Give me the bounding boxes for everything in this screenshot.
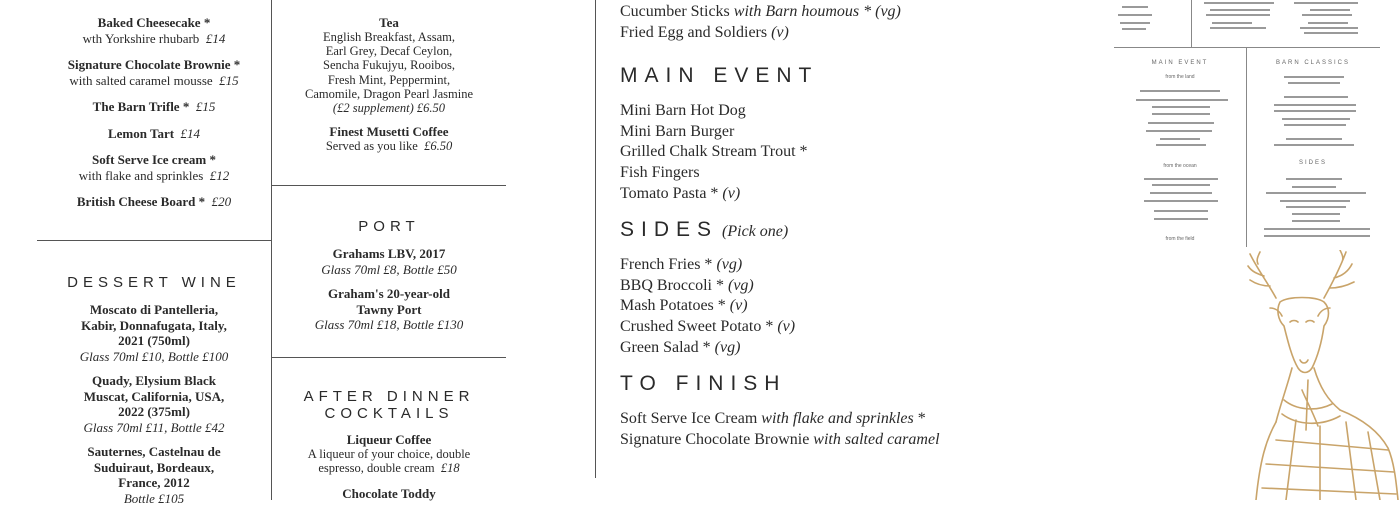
- kids-menu-item: [620, 163, 1100, 184]
- kids-item-name: Grilled Chalk Stream Trout *: [620, 143, 808, 161]
- tea-section: [290, 15, 488, 153]
- dessert-name: Soft Serve Ice cream *: [92, 152, 216, 167]
- cocktails-list: [290, 432, 488, 501]
- tea-variety-line: Earl Grey, Decaf Ceylon,: [325, 44, 453, 59]
- dessert-item: [45, 194, 263, 210]
- kids-menu-item: [620, 142, 1100, 163]
- dessert-price: £20: [211, 194, 232, 209]
- wine-price: Glass 70ml £11, Bottle £42: [83, 419, 225, 435]
- kids-item-tag: (vg): [875, 3, 901, 20]
- kids-menu-item: [620, 23, 1100, 44]
- kids-item-note: with flake and sprinkles: [761, 410, 914, 428]
- coffee-price: £6.50: [424, 139, 453, 154]
- main-event-heading: MAIN EVENT: [620, 64, 819, 88]
- tea-variety-line: Camomile, Dragon Pearl Jasmine: [304, 86, 474, 101]
- tea-variety-line: Sencha Fukujyu, Rooibos,: [323, 58, 455, 73]
- kids-menu-item: [620, 338, 1100, 359]
- kids-item-tag: (v): [771, 23, 789, 41]
- tea-variety-line: English Breakfast, Assam,: [323, 30, 455, 44]
- dessert-desc: with flake and sprinkles: [78, 167, 204, 183]
- kids-item-name: Fried Egg and Soldiers: [620, 23, 768, 41]
- wine-name-line: Moscato di Pantelleria,: [89, 302, 219, 317]
- stag-illustration: [1236, 250, 1400, 500]
- dessert-name: Baked Cheesecake *: [97, 15, 211, 30]
- kids-menu-item: [620, 317, 1100, 338]
- thumb-barn-classics-heading: BARN CLASSICS: [1275, 60, 1350, 66]
- kids-item-name: Mini Barn Hot Dog: [620, 102, 746, 120]
- to-finish-heading: TO FINISH: [620, 372, 787, 396]
- wine-name-line: Quady, Elysium Black: [92, 373, 216, 388]
- dessert-name: The Barn Trifle *: [92, 99, 190, 114]
- kids-menu: [620, 2, 1100, 450]
- dessert-desc: wth Yorkshire rhubarb: [82, 30, 200, 46]
- port-price: Glass 70ml £8, Bottle £50: [321, 261, 457, 277]
- dessert-name: Lemon Tart: [107, 125, 175, 141]
- kids-menu-item: [620, 255, 1100, 276]
- liqueur-desc-line: espresso, double cream £18: [318, 461, 460, 476]
- wine-price: Bottle £105: [123, 490, 185, 506]
- kids-item-tag: (vg): [728, 276, 754, 294]
- wine-name-line: 2022 (375ml): [118, 404, 190, 419]
- kids-item-name: French Fries *: [620, 256, 713, 274]
- cocktails-divider: [271, 357, 506, 358]
- liqueur-price: £18: [440, 461, 460, 476]
- kids-item-star: *: [913, 410, 926, 428]
- dessert-line: [45, 73, 263, 89]
- coffee-line: Served as you like: [325, 139, 418, 154]
- wine-name-line: Muscat, California, USA,: [83, 388, 225, 404]
- liqueur-desc-line: A liqueur of your choice, double: [307, 447, 471, 461]
- port-name-line: Grahams LBV, 2017: [332, 246, 446, 261]
- tea-variety-line: Fresh Mint, Peppermint,: [327, 72, 451, 87]
- dessert-wines-list: [45, 302, 263, 515]
- dessert-desc: with salted caramel mousse: [69, 72, 213, 88]
- kids-item-name: Signature Chocolate Brownie: [620, 430, 810, 448]
- kids-item-name: Mash Potatoes *: [620, 297, 726, 315]
- column-divider-left: [271, 0, 272, 500]
- kids-item-tag: (vg): [716, 256, 743, 274]
- kids-menu-item: [620, 184, 1100, 205]
- wine-name-line: Suduiraut, Bordeaux,: [93, 459, 215, 475]
- adult-menu-thumbnail: [1114, 0, 1380, 250]
- kids-menu-item: [620, 430, 1100, 451]
- dessert-name: British Cheese Board *: [76, 194, 206, 209]
- kids-item-tag: (v): [777, 317, 796, 335]
- port-item: [290, 286, 488, 333]
- cocktails-heading: AFTER DINNER COCKTAILS: [303, 388, 475, 422]
- kids-item-note: with salted caramel: [813, 430, 940, 448]
- dessert-line: [45, 126, 263, 142]
- kids-item-name: Cucumber Sticks: [620, 3, 730, 20]
- dessert-wine-divider: [37, 240, 271, 241]
- dessert-item: [45, 152, 263, 183]
- desserts-list: [45, 15, 263, 221]
- kids-item-name: Mini Barn Burger: [620, 122, 735, 140]
- tea-price: (£2 supplement) £6.50: [332, 101, 446, 116]
- dessert-line: [45, 194, 263, 210]
- port-price: Glass 70ml £18, Bottle £130: [314, 317, 464, 332]
- dessert-line: [45, 99, 263, 115]
- kids-item-name: BBQ Broccoli *: [620, 276, 724, 294]
- kids-menu-item: [620, 276, 1100, 297]
- liqueur-title: Liqueur Coffee: [346, 432, 432, 447]
- kids-item-name: Crushed Sweet Potato *: [620, 317, 774, 335]
- dessert-price: £14: [180, 125, 201, 141]
- thumb-from-sea: from the ocean: [1163, 163, 1197, 169]
- port-heading: PORT: [358, 218, 420, 235]
- dessert-item: [45, 126, 263, 142]
- kids-menu-item: [620, 296, 1100, 317]
- kids-item-name: Tomato Pasta *: [620, 184, 719, 202]
- dessert-name: Signature Chocolate Brownie *: [67, 57, 241, 72]
- toddy-title: Chocolate Toddy: [342, 486, 436, 502]
- kids-menu-item: [620, 122, 1100, 143]
- dessert-price: £15: [195, 99, 216, 114]
- wine-item: [45, 444, 263, 506]
- thumb-sides-heading: SIDES: [1298, 160, 1327, 166]
- port-list: [290, 246, 488, 342]
- wine-name-line: Kabir, Donnafugata, Italy,: [81, 317, 227, 333]
- coffee-title: Finest Musetti Coffee: [329, 124, 449, 140]
- tea-title: Tea: [379, 15, 399, 30]
- wine-name-line: France, 2012: [118, 475, 190, 490]
- wine-name-line: Sauternes, Castelnau de: [87, 444, 221, 459]
- kids-item-tag: (v): [729, 297, 748, 315]
- dessert-item: [45, 57, 263, 88]
- wine-name-line: 2021 (750ml): [118, 333, 190, 348]
- thumb-main-event-heading: MAIN EVENT: [1151, 60, 1209, 66]
- port-name-line: Tawny Port: [356, 301, 422, 317]
- kids-menu-item: [620, 409, 1100, 430]
- dessert-price: £15: [219, 72, 239, 88]
- wine-item: [45, 302, 263, 364]
- sides-note: (Pick one): [722, 223, 789, 241]
- kids-item-name: Green Salad *: [620, 338, 711, 356]
- sides-heading: SIDES: [620, 218, 719, 242]
- dessert-item: [45, 99, 263, 115]
- dessert-wine-heading: DESSERT WINE: [67, 274, 241, 291]
- dessert-item: [45, 15, 263, 46]
- kids-menu-item: [620, 2, 1100, 23]
- dessert-price: £12: [209, 167, 230, 183]
- port-name-line: Graham's 20-year-old: [328, 286, 450, 301]
- dessert-line: [45, 168, 263, 184]
- kids-item-name: Soft Serve Ice Cream: [620, 410, 758, 428]
- kids-item-note: with Barn houmous *: [733, 3, 872, 20]
- wine-item: [45, 373, 263, 435]
- kids-item-tag: (v): [722, 184, 741, 202]
- dessert-price: £14: [205, 30, 226, 46]
- thumb-from-field: from the field: [1165, 236, 1195, 242]
- kids-item-name: Fish Fingers: [620, 163, 700, 181]
- kids-menu-item: [620, 101, 1100, 122]
- sides-heading-row: [620, 217, 1100, 255]
- thumb-from-land: from the land: [1165, 74, 1195, 80]
- port-item: [290, 246, 488, 277]
- thumb-fine-print: [1114, 0, 1380, 250]
- port-divider: [271, 185, 506, 186]
- dessert-line: [45, 31, 263, 47]
- wine-price: Glass 70ml £10, Bottle £100: [79, 348, 229, 364]
- kids-item-tag: (vg): [714, 338, 741, 356]
- column-divider-mid: [595, 0, 596, 478]
